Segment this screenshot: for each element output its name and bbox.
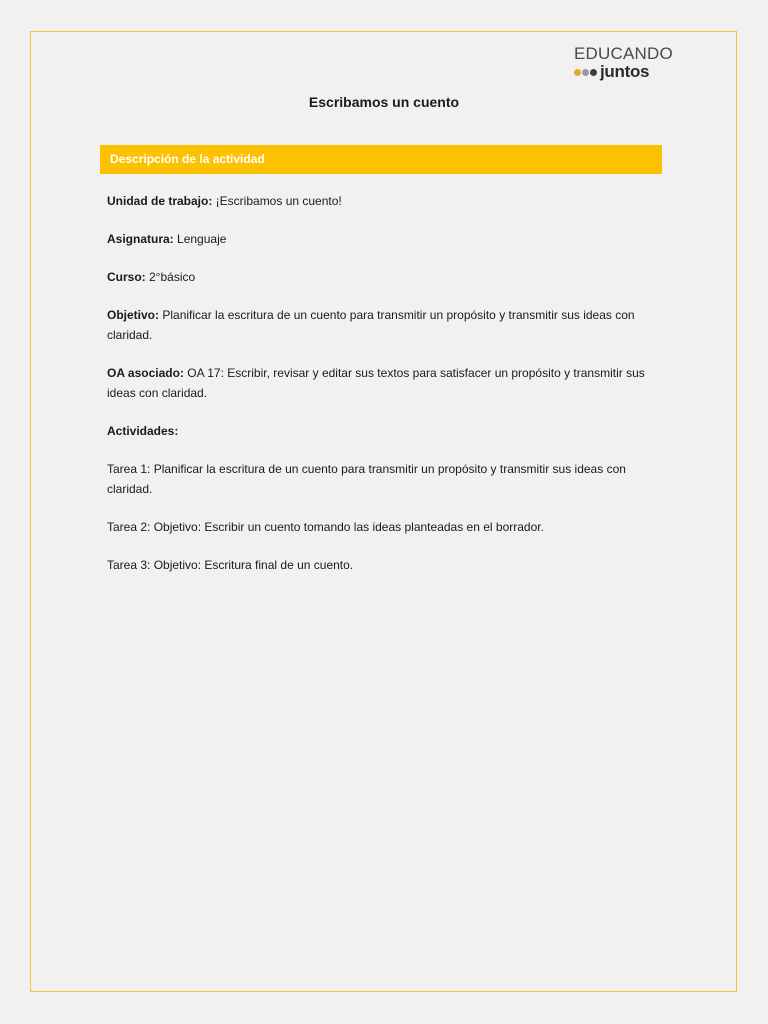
field-value: Planificar la escritura de un cuento para transmitir un propósito y transmitir sus ideas con claridad. <box>107 308 635 342</box>
activity-description <box>107 191 667 593</box>
field-label: Unidad de trabajo: <box>107 194 213 208</box>
task-item: Tarea 1: Planificar la escritura de un cuento para transmitir un propósito y transmitir sus ideas con claridad. <box>107 462 626 496</box>
field-label: Actividades: <box>107 424 179 438</box>
logo-dot-icon <box>582 69 589 76</box>
field-asignatura <box>107 229 667 249</box>
field-actividades <box>107 421 667 441</box>
educando-juntos-logo <box>574 44 673 81</box>
task-item: Tarea 3: Objetivo: Escritura final de un cuento. <box>107 558 354 572</box>
logo-dot-icon <box>574 69 581 76</box>
field-label: Objetivo: <box>107 308 160 322</box>
logo-line2: juntos <box>600 62 650 81</box>
logo-line2-row <box>574 64 664 80</box>
logo-line1: EDUCANDO <box>574 44 673 63</box>
field-label: Asignatura: <box>107 232 174 246</box>
field-unidad <box>107 191 667 211</box>
field-label: Curso: <box>107 270 146 284</box>
field-value: OA 17: Escribir, revisar y editar sus textos para satisfacer un propósito y transmitir sus ideas con claridad. <box>107 366 645 400</box>
field-value: 2°básico <box>145 270 196 284</box>
field-label: OA asociado: <box>107 366 184 380</box>
field-value: ¡Escribamos un cuento! <box>212 194 342 208</box>
field-objetivo <box>107 305 667 345</box>
field-curso <box>107 267 667 287</box>
field-oa-asociado <box>107 363 667 403</box>
logo-dot-icon <box>590 69 597 76</box>
document-title: Escribamos un cuento <box>308 94 460 110</box>
task-item: Tarea 2: Objetivo: Escribir un cuento tomando las ideas planteadas en el borrador. <box>107 520 544 534</box>
field-value: Lenguaje <box>173 232 227 246</box>
section-header-bar: Descripción de la actividad <box>100 145 662 174</box>
